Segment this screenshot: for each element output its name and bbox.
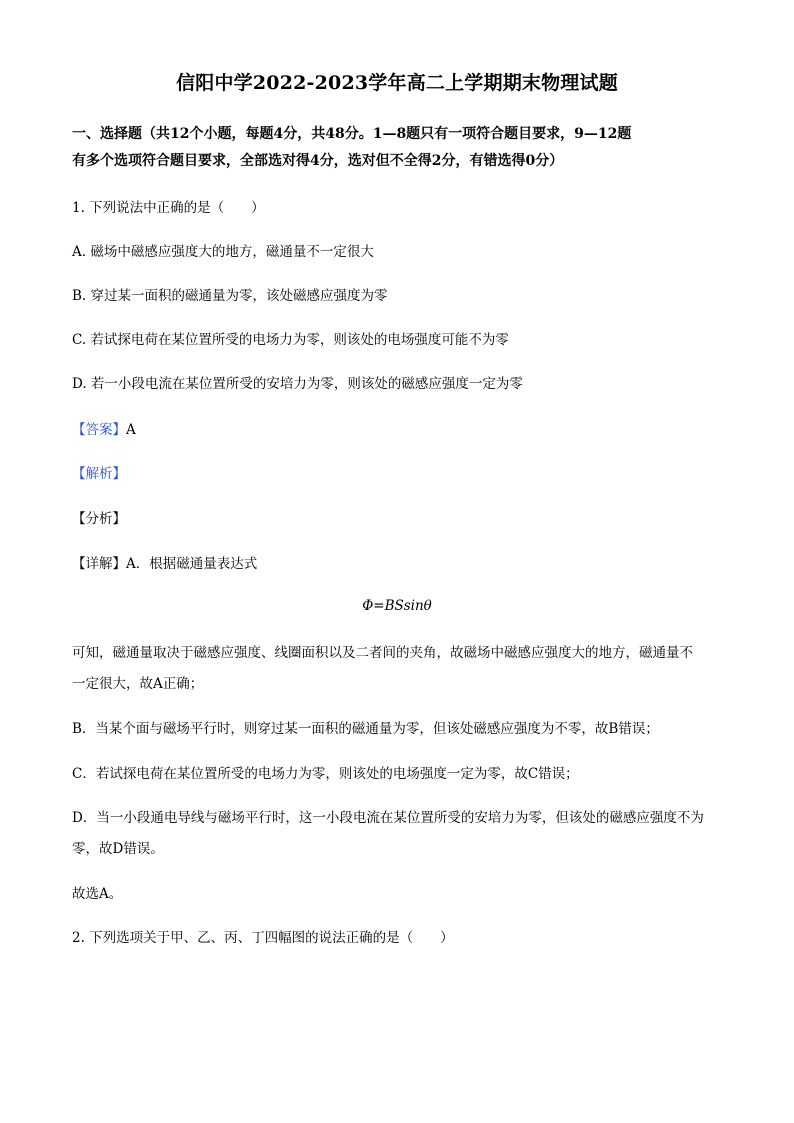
fenxi-tag: 【分析】 — [72, 511, 126, 527]
page-title: 信阳中学2022-2023学年高二上学期期末物理试题 — [176, 72, 618, 94]
question-2-stem: 2. 下列选项关于甲、乙、丙、丁四幅图的说法正确的是（ ） — [72, 930, 454, 946]
detail-intro: A．根据磁通量表达式 — [126, 556, 258, 572]
question-1-option-c: C. 若试探电荷在某位置所受的电场力为零，则该处的电场强度可能不为零 — [72, 332, 509, 348]
explain-b: B．当某个面与磁场平行时，则穿过某一面积的磁通量为零，但该处磁感应强度为不零，故B错误； — [72, 721, 659, 737]
analysis-tag: 【解析】 — [72, 466, 126, 482]
detail-row — [72, 554, 722, 574]
flux-formula: Φ=BSsinθ — [362, 598, 432, 614]
explain-d-line-1: D．当一小段通电导线与磁场平行时，这一小段电流在某位置所受的安培力为零，但该处的磁感应强度不为 — [72, 810, 704, 826]
answer-row — [72, 420, 722, 440]
question-1-option-b: B. 穿过某一面积的磁通量为零，该处磁感应强度为零 — [72, 288, 388, 304]
question-1-option-a: A. 磁场中磁感应强度大的地方，磁通量不一定很大 — [72, 244, 374, 260]
section-heading-line-1: 一、选择题（共12个小题，每题4分，共48分。1—8题只有一项符合题目要求，9—12题 — [72, 126, 632, 142]
question-1-option-d: D. 若一小段电流在某位置所受的安培力为零，则该处的磁感应强度一定为零 — [72, 376, 523, 392]
explain-a-line-1: 可知，磁通量取决于磁感应强度、线圈面积以及二者间的夹角，故磁场中磁感应强度大的地方，磁通量不 — [72, 645, 693, 661]
explain-c: C．若试探电荷在某位置所受的电场力为零，则该处的电场强度一定为零，故C错误； — [72, 766, 579, 782]
question-1-stem: 1. 下列说法中正确的是（ ） — [72, 200, 265, 216]
answer-value: A — [126, 422, 136, 438]
explain-a-line-2: 一定很大，故A正确； — [72, 676, 204, 692]
detail-tag: 【详解】 — [72, 556, 126, 572]
section-heading-line-2: 有多个选项符合题目要求，全部选对得4分，选对但不全得2分，有错选得0分） — [72, 153, 564, 169]
conclusion: 故选A。 — [72, 886, 123, 902]
explain-d-line-2: 零，故D错误。 — [72, 841, 164, 857]
answer-tag: 【答案】 — [72, 422, 126, 438]
